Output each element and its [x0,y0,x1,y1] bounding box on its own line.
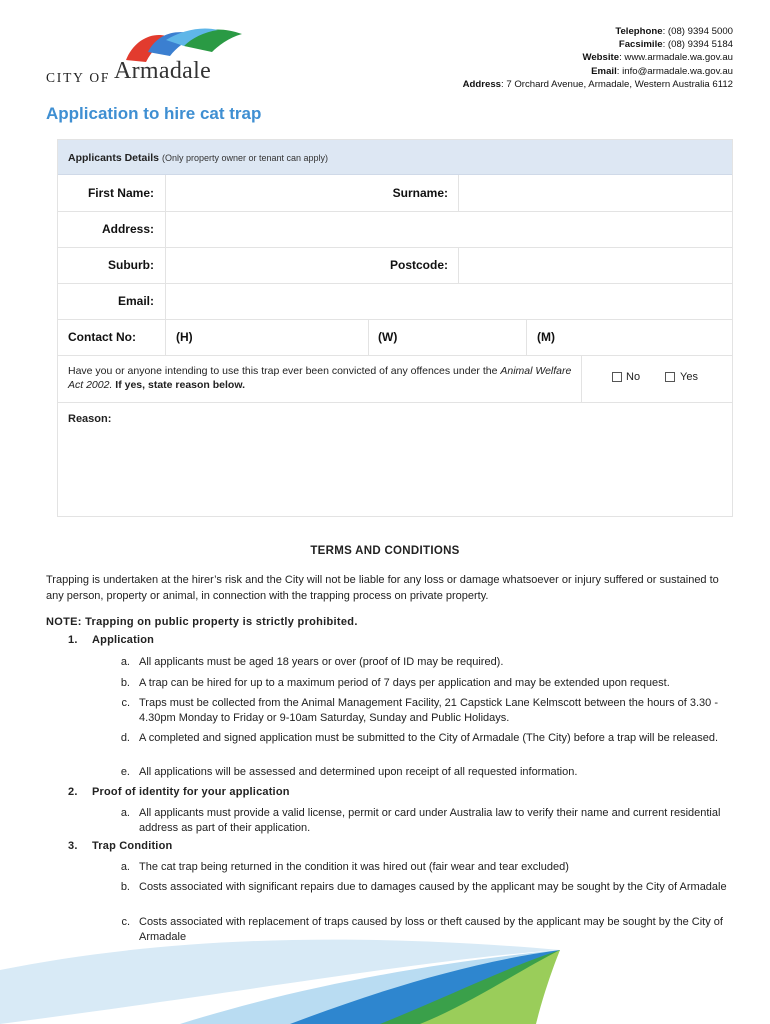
section-1-item-a: a. All applicants must be aged 18 years or over (proof of ID may be required). [120,656,504,668]
address-label: Address: [101,222,154,236]
contact-website: Website: www.armadale.wa.gov.au [582,52,733,64]
contact-block [463,25,733,91]
surname-label: Surname: [392,186,448,200]
section-1-heading: 1. Application [68,634,155,646]
contact-email: Email: info@armadale.wa.gov.au [591,65,733,77]
logo-armadale: Armadale [114,58,212,84]
home-phone-label: (H) [176,330,193,344]
no-label: No [626,371,641,383]
reason-label: Reason: [68,413,112,425]
mobile-phone-field[interactable] [527,320,733,355]
conviction-question: Have you or anyone intending to use this trap ever been convicted of any offences under the Animal Welfare Act 2002. If yes, state reason below. [68,365,572,391]
section-2-heading: 2. Proof of identity for your application [68,786,290,798]
first-name-label: First Name: [87,186,154,200]
contact-facsimile: Facsimile: (08) 9394 5184 [618,39,733,51]
work-phone-label: (W) [378,330,398,344]
address-field[interactable] [166,212,733,247]
terms-intro: Trapping is undertaken at the hirer’s risk and the City will not be liable for any loss or damage whatsoever or injury suffered or sustained to any person, property or animal, in connection with the trapping process on private property. [46,574,719,602]
yes-checkbox[interactable] [665,372,675,382]
section-2-item-a: a. All applicants must provide a valid license, permit or card under Australia law to verify their name and current residential address as part of their application. [120,807,721,834]
form-header: Applicants Details (Only property owner or tenant can apply) [58,140,732,175]
section-1-item-d: d. A completed and signed application must be submitted to the City of Armadale (The City) before a trap will be released. [120,732,719,744]
contact-no-label: Contact No: [68,330,136,344]
work-phone-field[interactable] [369,320,526,355]
applicant-form [57,139,733,517]
email-field[interactable] [166,284,733,319]
terms-note: NOTE: Trapping on public property is strictly prohibited. [46,616,358,628]
section-3-heading: 3. Trap Condition [68,840,173,852]
surname-field[interactable] [459,176,733,211]
page-title: Application to hire cat trap [46,104,262,123]
section-1-item-c: c. Traps must be collected from the Animal Management Facility, 21 Capstick Lane Kelmscott between the hours of 3.30 - 4.30pm Monday to Friday or 9-10am Saturday, Sunday and Public Holidays. [121,697,719,724]
suburb-label: Suburb: [108,258,154,272]
postcode-label: Postcode: [389,258,448,272]
section-1-item-e: e. All applications will be assessed and determined upon receipt of all requested information. [120,766,578,778]
no-checkbox[interactable] [612,372,622,382]
logo-city-of: CITY OF [46,70,111,85]
first-name-field[interactable] [166,176,376,211]
section-1-item-b: b. A trap can be hired for up to a maximum period of 7 days per application and may be extended upon request. [120,677,670,689]
yes-label: Yes [680,371,698,383]
section-3-item-b: b. Costs associated with significant repairs due to damages caused by the applicant may be sought by the City of Armadale [120,881,727,893]
contact-telephone: Telephone: (08) 9394 5000 [615,26,733,37]
city-logo [44,22,244,92]
section-3-item-a: a. The cat trap being returned in the condition it was hired out (fair wear and tear excluded) [120,861,569,873]
terms-title: TERMS AND CONDITIONS [310,545,460,557]
home-phone-field[interactable] [166,320,368,355]
postcode-field[interactable] [459,248,733,283]
mobile-phone-label: (M) [537,330,555,344]
email-label: Email: [117,294,154,308]
reason-field[interactable] [59,428,733,516]
section-3-item-c: c. Costs associated with replacement of traps caused by loss or theft caused by the applicant may be sought by the City of Armadale [121,916,723,943]
contact-address: Address: 7 Orchard Avenue, Armadale, Western Australia 6112 [462,78,733,90]
footer-swoosh-graphic [0,900,770,1024]
suburb-field[interactable] [166,248,376,283]
